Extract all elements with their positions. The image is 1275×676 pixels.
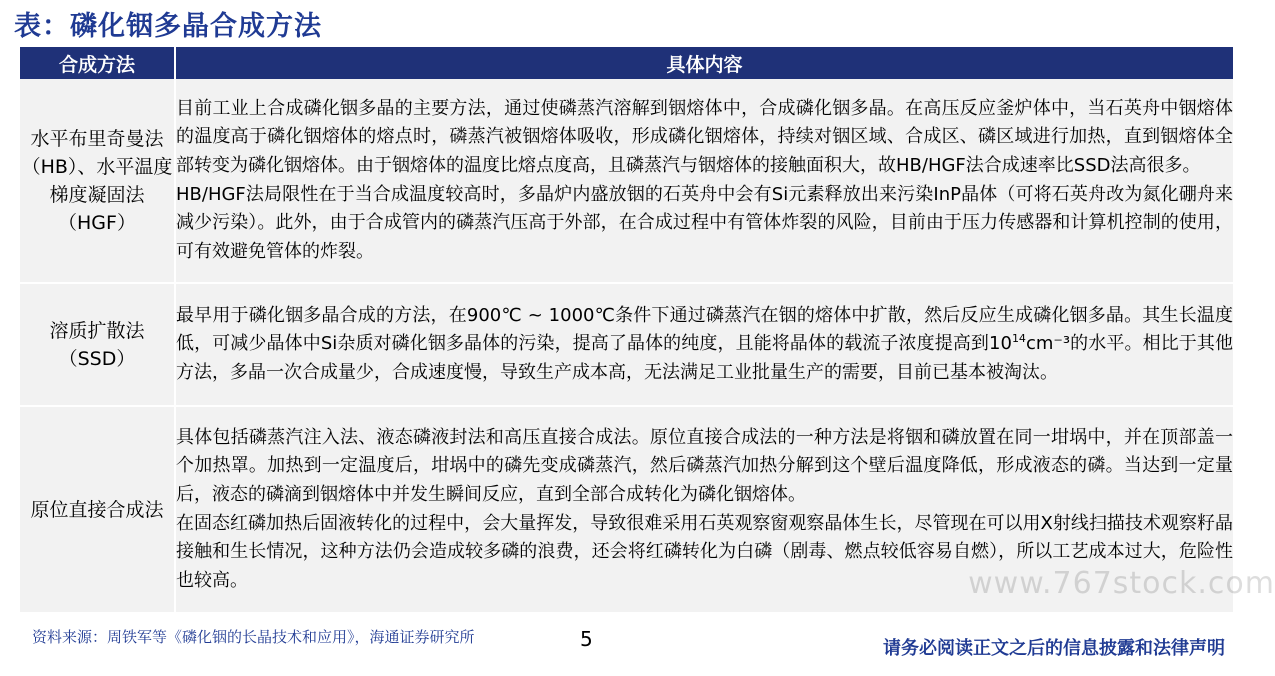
watermark: www.767stock.com (968, 566, 1275, 601)
header-content: 具体内容 (175, 47, 1233, 79)
table-row (20, 283, 1233, 406)
synthesis-methods-table (20, 47, 1233, 614)
content-paragraph (176, 302, 1233, 388)
table-row (20, 79, 1233, 283)
content-paragraph: 在固态红磷加热后固液转化的过程中，会大量挥发，导致很难采用石英观察窗观察晶体生长，尽管现在可以用X射线扫描技术观察籽晶接触和生长情况，这种方法仍会造成较多磷的浪费，还会将红磷转化为白磷（剧毒、燃点较低容易自燃），所以工艺成本过大，危险性也较高。 (176, 512, 1233, 591)
method-cell-ssd: 溶质扩散法（SSD） (20, 283, 175, 406)
content-paragraph: 目前工业上合成磷化铟多晶的主要方法，通过使磷蒸汽溶解到铟熔体中，合成磷化铟多晶。在高压反应釜炉体中，当石英舟中铟熔体的温度高于磷化铟熔体的熔点时，磷蒸汽被铟熔体吸收，形成磷化铟熔体，持续对铟区域、合成区、磷区域进行加热，直到铟熔体全部转变为磷化铟熔体。由于铟熔体的温度比熔点度高，且磷蒸汽与铟熔体的接触面积大，故HB/HGF法合成速率比SSD法高很多。 (176, 97, 1233, 176)
header-method: 合成方法 (20, 47, 175, 79)
content-paragraph: 具体包括磷蒸汽注入法、液态磷液封法和高压直接合成法。原位直接合成法的一种方法是将铟和磷放置在同一坩埚中，并在顶部盖一个加热罩。加热到一定温度后，坩埚中的磷先变成磷蒸汽，然后磷蒸汽加热分解到这个壁后温度降低，形成液态的磷。当达到一定量后，液态的磷滴到铟熔体中并发生瞬间反应，直到全部合成转化为磷化铟熔体。 (176, 426, 1233, 505)
source-note: 资料来源：周铁军等《磷化铟的长晶技术和应用》，海通证券研究所 (32, 628, 475, 646)
content-cell-hb-hgf (175, 79, 1233, 283)
content-paragraph: HB/HGF法局限性在于当合成温度较高时，多晶炉内盛放铟的石英舟中会有Si元素释放出来污染InP晶体（可将石英舟改为氮化硼舟来减少污染）。此外，由于合成管内的磷蒸汽压高于外部，在合成过程中有管体炸裂的风险，目前由于压力传感器和计算机控制的使用，可有效避免管体的炸裂。 (176, 183, 1233, 262)
disclaimer: 请务必阅读正文之后的信息披露和法律声明 (883, 638, 1225, 659)
page-number: 5 (580, 627, 593, 651)
content-text-post: cm⁻³的水平。相比于其他方法，多晶一次合成量少，合成速度慢，导致生产成本高，无法满足工业批量生产的需要，目前已基本被淘汰。 (176, 333, 1234, 383)
method-cell-in-situ: 原位直接合成法 (20, 406, 175, 613)
table-header-row (20, 47, 1233, 79)
content-cell-ssd (175, 283, 1233, 406)
content-text-pre: 最早用于磷化铟多晶合成的方法，在900℃ ~ 1000℃条件下通过磷蒸汽在铟的熔体中扩散，然后反应生成磷化铟多晶。其生长温度低，可减少晶体中Si杂质对磷化铟多晶体的污染，提高了晶体的纯度，且能将晶体的载流子浓度提高到10 (176, 304, 1233, 355)
method-cell-hb-hgf: 水平布里奇曼法（HB）、水平温度梯度凝固法（HGF） (20, 79, 175, 283)
page-title: 表：磷化铟多晶合成方法 (14, 11, 322, 42)
exponent: 14 (1011, 332, 1026, 346)
